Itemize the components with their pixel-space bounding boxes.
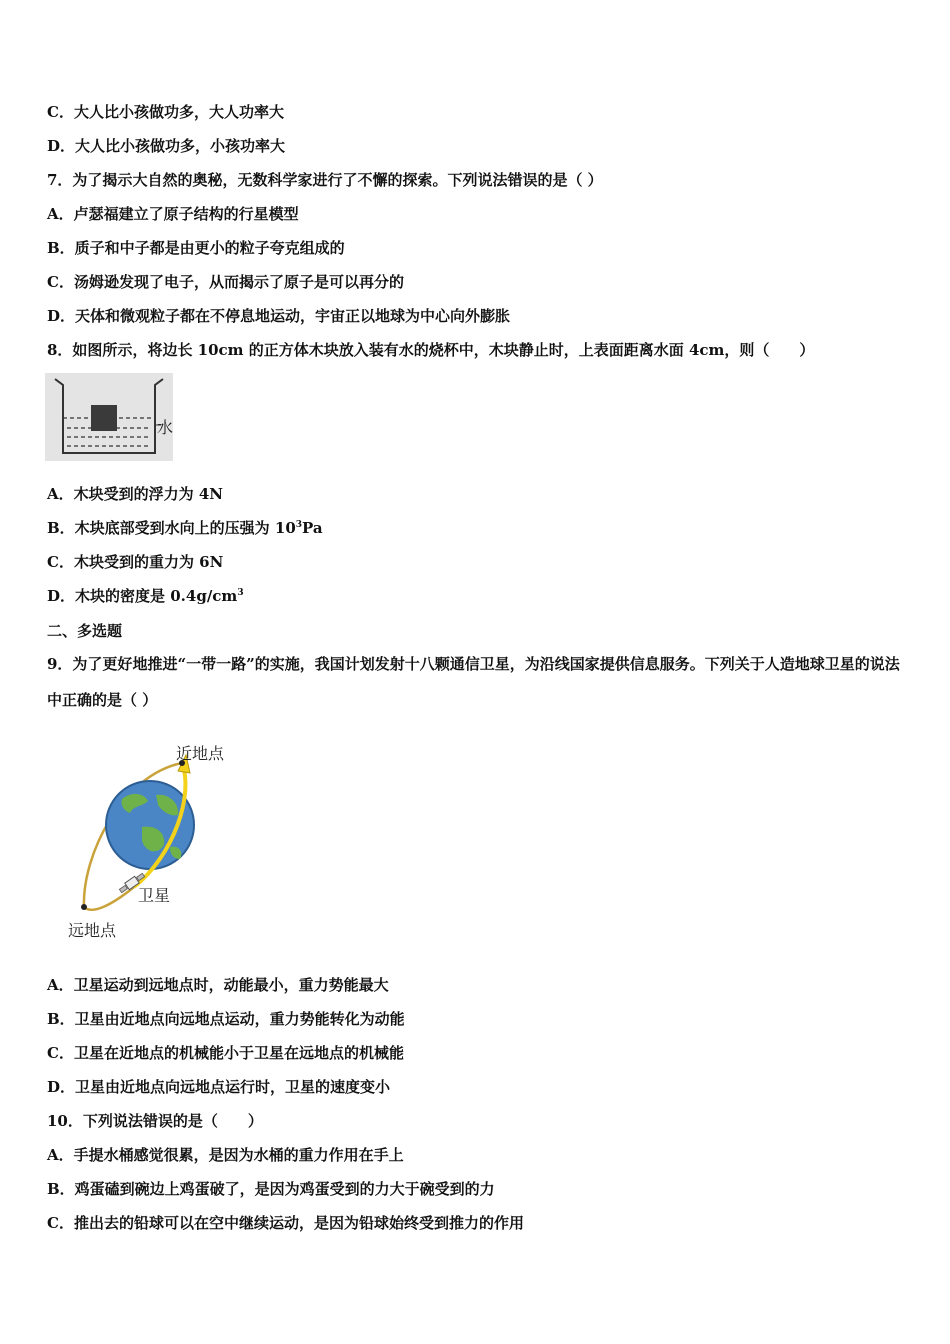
line-q6c: C．大人比小孩做功多，大人功率大 — [47, 103, 284, 121]
line-q6d: D．大人比小孩做功多，小孩功率大 — [47, 137, 286, 155]
satellite-label: 卫星 — [138, 886, 171, 905]
option-10a: A．手提水桶感觉很累，是因为水桶的重力作用在手上 — [47, 1146, 404, 1164]
option-8b-unit: Pa — [302, 519, 323, 537]
option-8a: A．木块受到的浮力为 4N — [47, 485, 224, 503]
section-heading-multiple-choice: 二、多选题 — [47, 622, 123, 640]
satellite-orbit-figure — [62, 735, 252, 945]
option-7d: D．天体和微观粒子都在不停息地运动，宇宙正以地球为中心向外膨胀 — [47, 307, 511, 325]
option-10b: B．鸡蛋磕到碗边上鸡蛋破了，是因为鸡蛋受到的力大于碗受到的力 — [47, 1180, 495, 1198]
option-9a: A．卫星运动到远地点时，动能最小，重力势能最大 — [47, 976, 389, 994]
option-7b: B．质子和中子都是由更小的粒子夸克组成的 — [47, 239, 345, 257]
apogee-label: 远地点 — [68, 921, 117, 940]
question-7: 7．为了揭示大自然的奥秘，无数科学家进行了不懈的探索。下列说法错误的是（ ） — [47, 171, 603, 189]
option-7a: A．卢瑟福建立了原子结构的行星模型 — [47, 205, 299, 223]
option-10c: C．推出去的铅球可以在空中继续运动，是因为铅球始终受到推力的作用 — [47, 1214, 524, 1232]
option-9c: C．卫星在近地点的机械能小于卫星在远地点的机械能 — [47, 1044, 404, 1062]
question-9: 9．为了更好地推进“一带一路”的实施，我国计划发射十八颗通信卫星，为沿线国家提供信息服务。下列关于人造地球卫星的说法中正确的是（ ） — [47, 655, 900, 709]
option-8d-text: D．木块的密度是 0.4g/cm — [47, 587, 238, 605]
beaker-figure — [45, 373, 173, 461]
wood-block — [91, 405, 117, 431]
option-7c: C．汤姆逊发现了电子，从而揭示了原子是可以再分的 — [47, 273, 404, 291]
option-8c: C．木块受到的重力为 6N — [47, 553, 224, 571]
perigee-label: 近地点 — [176, 744, 225, 763]
question-8: 8．如图所示，将边长 10cm 的正方体木块放入装有水的烧杯中，木块静止时，上表面距离水面 4cm，则（ ） — [47, 341, 815, 359]
option-9b: B．卫星由近地点向远地点运动，重力势能转化为动能 — [47, 1010, 405, 1028]
question-10: 10．下列说法错误的是（ ） — [47, 1112, 263, 1130]
option-8b-exponent: 3 — [295, 520, 303, 530]
option-8d-exponent: 3 — [237, 588, 244, 598]
water-label: 水 — [157, 418, 173, 437]
option-9d: D．卫星由近地点向远地点运行时，卫星的速度变小 — [47, 1078, 391, 1096]
option-8d — [47, 586, 244, 606]
option-8b-text: B．木块底部受到水向上的压强为 10 — [47, 519, 296, 537]
option-8b — [47, 518, 323, 538]
